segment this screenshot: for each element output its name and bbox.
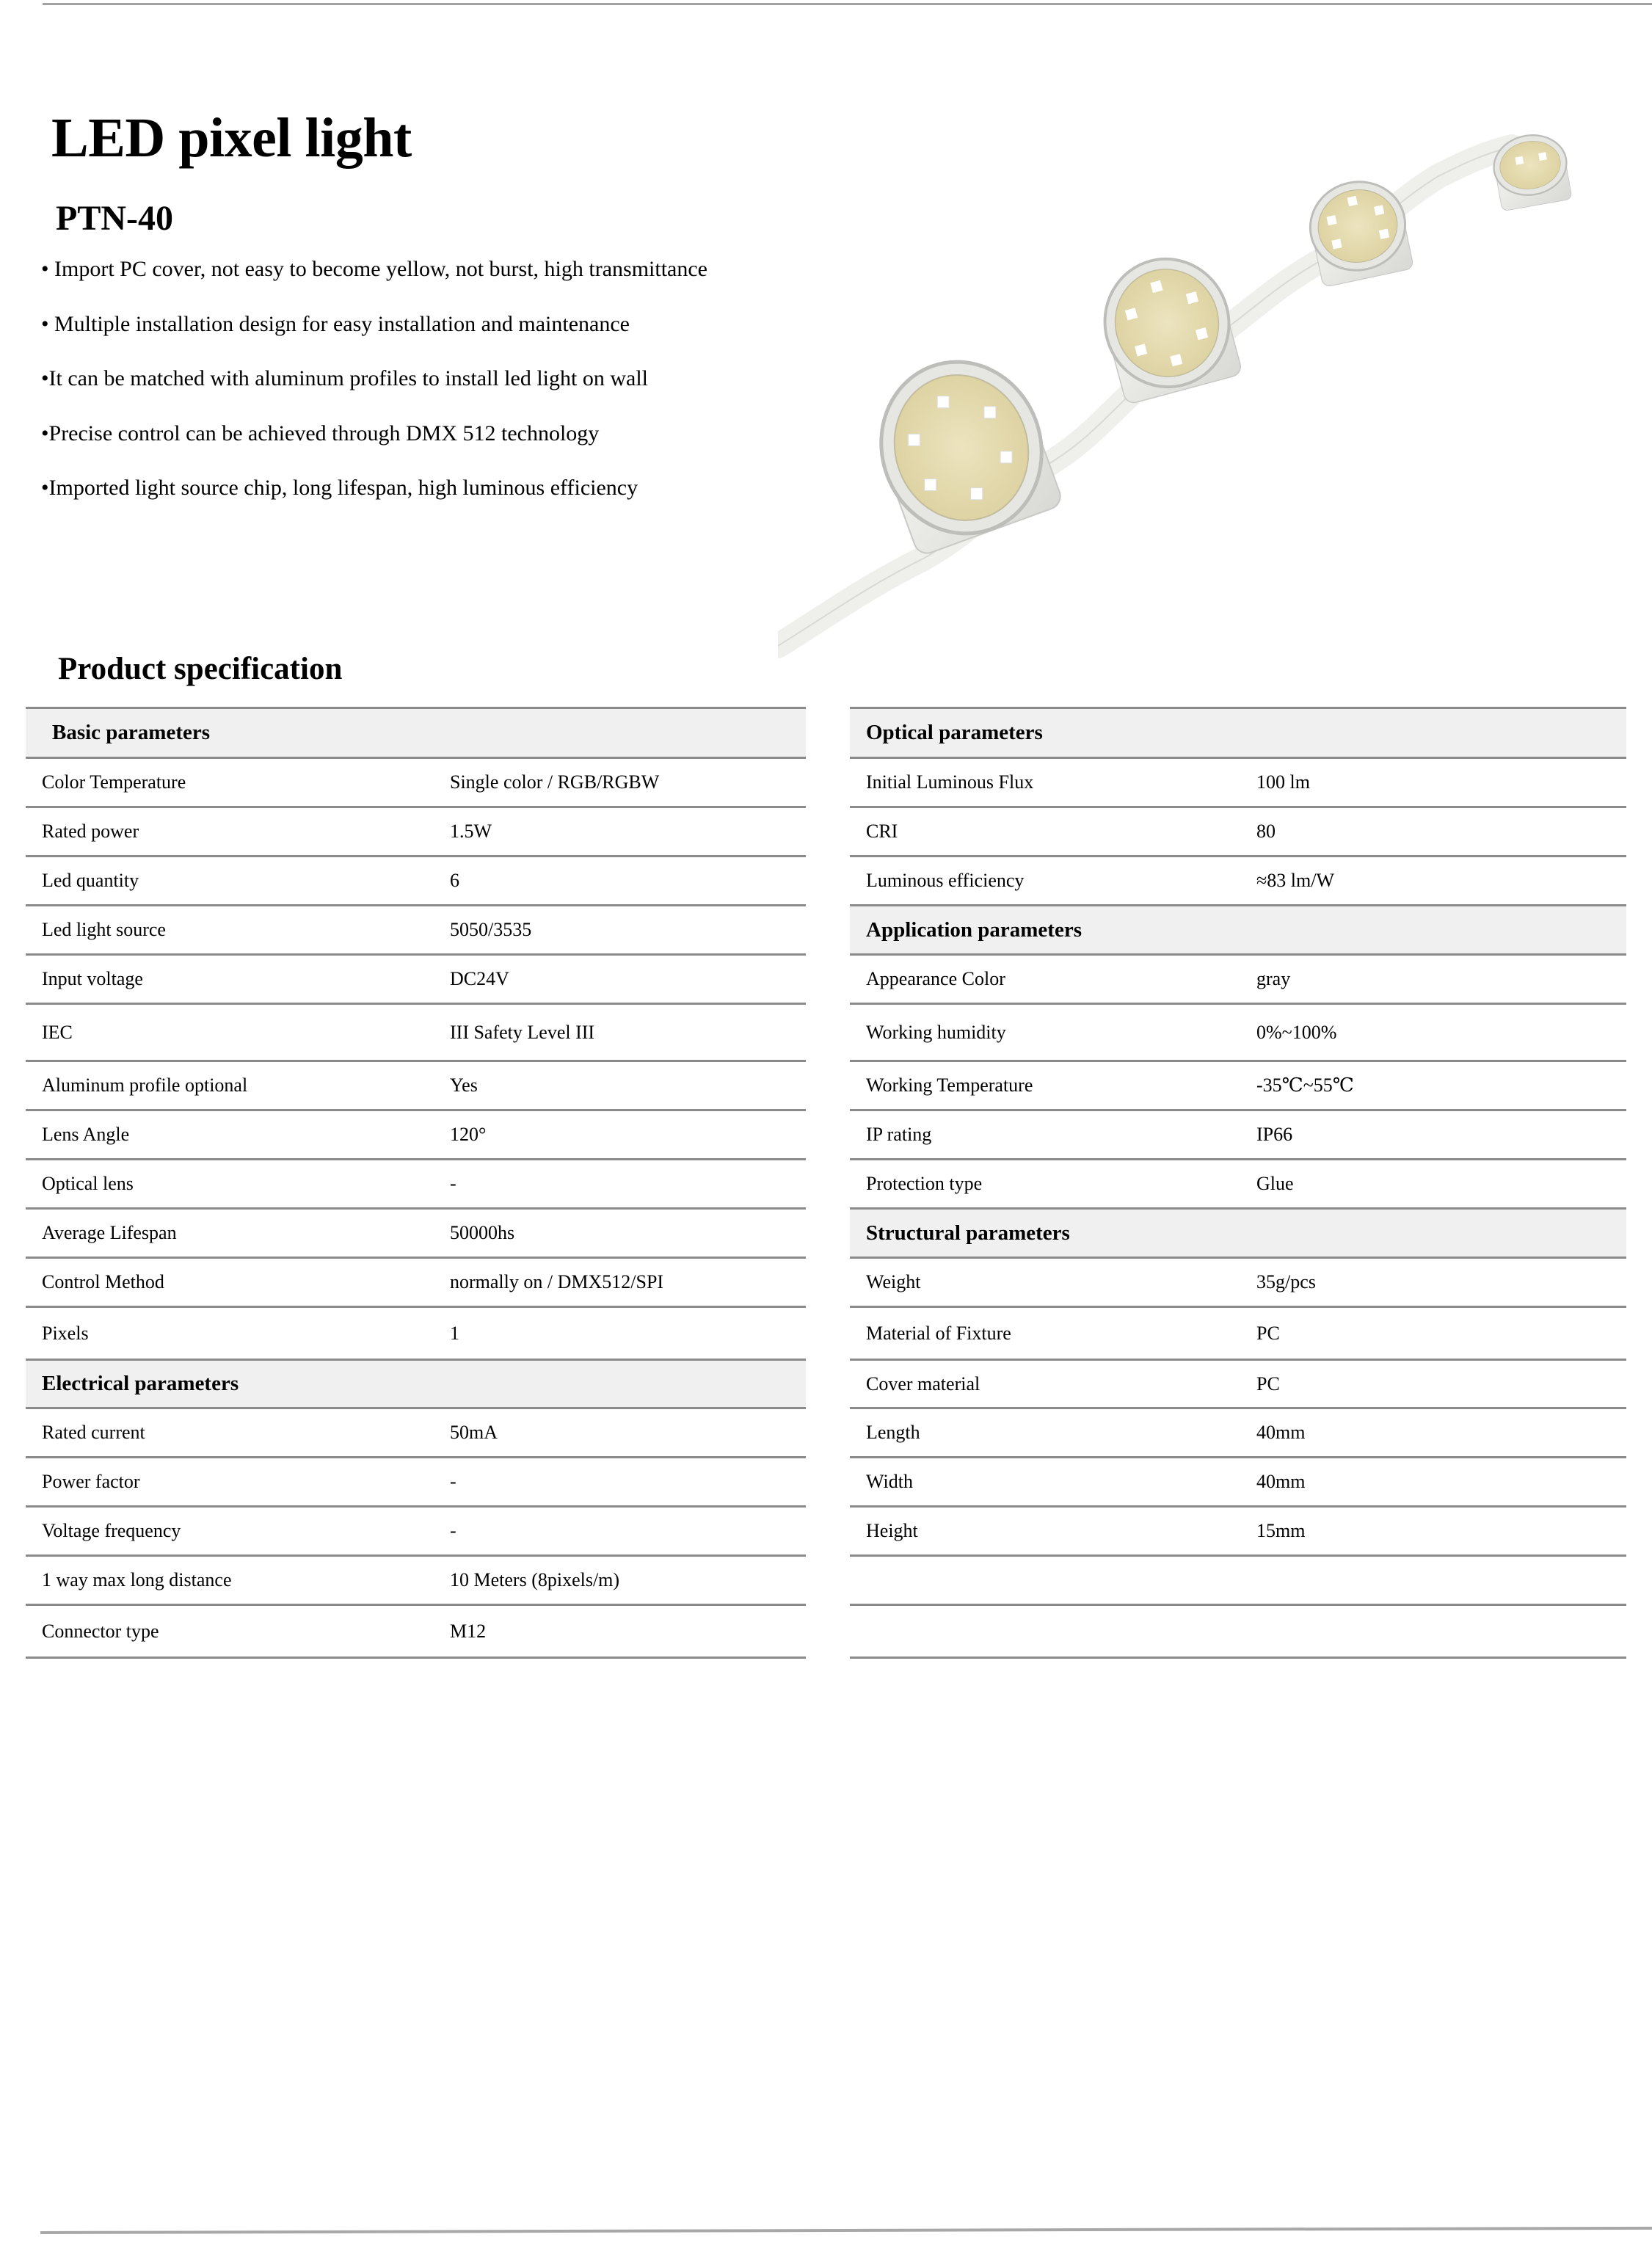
spec-row — [850, 1604, 1626, 1659]
spec-value: 120° — [450, 1124, 487, 1145]
spec-value: 50000hs — [450, 1222, 515, 1243]
feature-item: •Precise control can be achieved through DMX 512 technology — [41, 421, 600, 446]
spec-label: Control Method — [42, 1271, 164, 1292]
spec-row — [26, 1407, 806, 1456]
section-header — [850, 707, 1626, 757]
spec-value: 35g/pcs — [1256, 1271, 1316, 1292]
feature-list — [41, 258, 707, 532]
feature-item: • Import PC cover, not easy to become yellow, not burst, high transmittance — [41, 257, 707, 281]
spec-value: PC — [1256, 1372, 1280, 1394]
spec-label: Led light source — [42, 919, 166, 940]
spec-label: IP rating — [866, 1124, 932, 1145]
spec-row — [26, 1456, 806, 1505]
spec-row — [850, 1003, 1626, 1060]
spec-row — [850, 1456, 1626, 1505]
spec-row — [26, 1554, 806, 1604]
spec-row — [850, 1505, 1626, 1554]
spec-row — [850, 855, 1626, 904]
spec-value: - — [450, 1173, 456, 1194]
spec-row — [26, 1158, 806, 1207]
section-title: Optical parameters — [866, 721, 1043, 744]
spec-row — [26, 904, 806, 953]
spec-row — [26, 806, 806, 855]
section-title: Basic parameters — [52, 721, 211, 744]
spec-label: Color Temperature — [42, 771, 186, 793]
led-module — [1091, 245, 1245, 405]
spec-value: Single color / RGB/RGBW — [450, 771, 660, 793]
spec-row — [26, 953, 806, 1003]
spec-value: gray — [1256, 968, 1291, 989]
spec-value: 40mm — [1256, 1422, 1306, 1443]
spec-label: Connector type — [42, 1620, 159, 1642]
spec-row — [26, 757, 806, 806]
spec-label: Weight — [866, 1271, 921, 1292]
spec-row — [26, 1505, 806, 1554]
spec-table-right — [850, 707, 1626, 1659]
spec-value: Glue — [1256, 1173, 1294, 1194]
spec-row — [850, 757, 1626, 806]
spec-label: IEC — [42, 1021, 73, 1043]
spec-value: 5050/3535 — [450, 919, 532, 940]
spec-label: Optical lens — [42, 1173, 134, 1194]
page-title: LED pixel light — [51, 107, 412, 169]
top-rule — [43, 3, 1652, 5]
bottom-rule — [40, 2227, 1652, 2234]
feature-item: •Imported light source chip, long lifespan, high luminous efficiency — [41, 476, 638, 500]
spec-value: -35℃~55℃ — [1256, 1074, 1354, 1096]
spec-title: Product specification — [58, 652, 343, 686]
spec-row — [26, 855, 806, 904]
spec-value: DC24V — [450, 968, 509, 989]
spec-row — [850, 1554, 1626, 1604]
spec-label: Length — [866, 1422, 920, 1443]
feature-item: • Multiple installation design for easy installation and maintenance — [41, 311, 630, 336]
spec-table-left — [26, 707, 806, 1659]
spec-value: 10 Meters (8pixels/m) — [450, 1569, 620, 1590]
spec-row — [26, 1003, 806, 1060]
spec-row — [850, 806, 1626, 855]
spec-label: Height — [866, 1520, 918, 1541]
spec-label: Initial Luminous Flux — [866, 771, 1034, 793]
led-module — [857, 339, 1066, 558]
spec-row — [26, 1306, 806, 1359]
spec-label: Pixels — [42, 1322, 89, 1344]
spec-value: 80 — [1256, 821, 1276, 842]
spec-label: Working Temperature — [866, 1074, 1033, 1096]
section-header — [850, 1207, 1626, 1257]
spec-row — [850, 1158, 1626, 1207]
spec-value: Yes — [450, 1074, 478, 1096]
spec-label: Lens Angle — [42, 1124, 130, 1145]
spec-value: PC — [1256, 1322, 1280, 1344]
spec-label: Aluminum profile optional — [42, 1074, 248, 1096]
spec-label: Led quantity — [42, 870, 139, 891]
section-header — [26, 707, 806, 757]
spec-label: Voltage frequency — [42, 1520, 181, 1541]
spec-value: 1 — [450, 1322, 459, 1344]
spec-value: normally on / DMX512/SPI — [450, 1271, 664, 1292]
spec-row — [26, 1257, 806, 1306]
section-title: Structural parameters — [866, 1221, 1070, 1245]
spec-row — [850, 1257, 1626, 1306]
spec-value: 6 — [450, 870, 459, 891]
spec-label: Material of Fixture — [866, 1322, 1011, 1344]
spec-row — [26, 1604, 806, 1659]
spec-label: Appearance Color — [866, 968, 1005, 989]
spec-label: Luminous efficiency — [866, 870, 1025, 891]
product-image — [778, 132, 1652, 661]
spec-label: Average Lifespan — [42, 1222, 177, 1243]
spec-label: Width — [866, 1471, 913, 1492]
spec-value: 0%~100% — [1256, 1021, 1337, 1043]
spec-value: 15mm — [1256, 1520, 1306, 1541]
section-title: Electrical parameters — [42, 1372, 239, 1395]
model-number: PTN-40 — [56, 199, 173, 238]
spec-label: 1 way max long distance — [42, 1569, 232, 1590]
spec-row — [850, 953, 1626, 1003]
spec-label: Power factor — [42, 1471, 140, 1492]
spec-label: Rated power — [42, 821, 139, 842]
spec-value: 100 lm — [1256, 771, 1310, 793]
spec-value: 40mm — [1256, 1471, 1306, 1492]
spec-value: IP66 — [1256, 1124, 1293, 1145]
spec-value: - — [450, 1471, 456, 1492]
spec-label: Cover material — [866, 1372, 980, 1394]
section-header — [26, 1359, 806, 1407]
spec-row — [850, 1109, 1626, 1158]
spec-row — [850, 1359, 1626, 1407]
spec-value: ≈83 lm/W — [1256, 870, 1334, 891]
spec-value: - — [450, 1520, 456, 1541]
spec-row — [850, 1407, 1626, 1456]
spec-label: CRI — [866, 821, 898, 842]
spec-label: Input voltage — [42, 968, 143, 989]
spec-row — [26, 1060, 806, 1109]
spec-row — [26, 1207, 806, 1257]
spec-label: Rated current — [42, 1422, 145, 1443]
spec-row — [26, 1109, 806, 1158]
spec-row — [850, 1060, 1626, 1109]
spec-value: 50mA — [450, 1422, 498, 1443]
section-title: Application parameters — [866, 917, 1082, 942]
spec-label: Working humidity — [866, 1021, 1006, 1043]
spec-row — [850, 1306, 1626, 1359]
feature-item: •It can be matched with aluminum profiles to install led light on wall — [41, 366, 648, 390]
spec-value: 1.5W — [450, 821, 492, 842]
spec-value: III Safety Level III — [450, 1021, 595, 1043]
section-header — [850, 904, 1626, 953]
spec-value: M12 — [450, 1620, 487, 1642]
spec-label: Protection type — [866, 1173, 983, 1194]
